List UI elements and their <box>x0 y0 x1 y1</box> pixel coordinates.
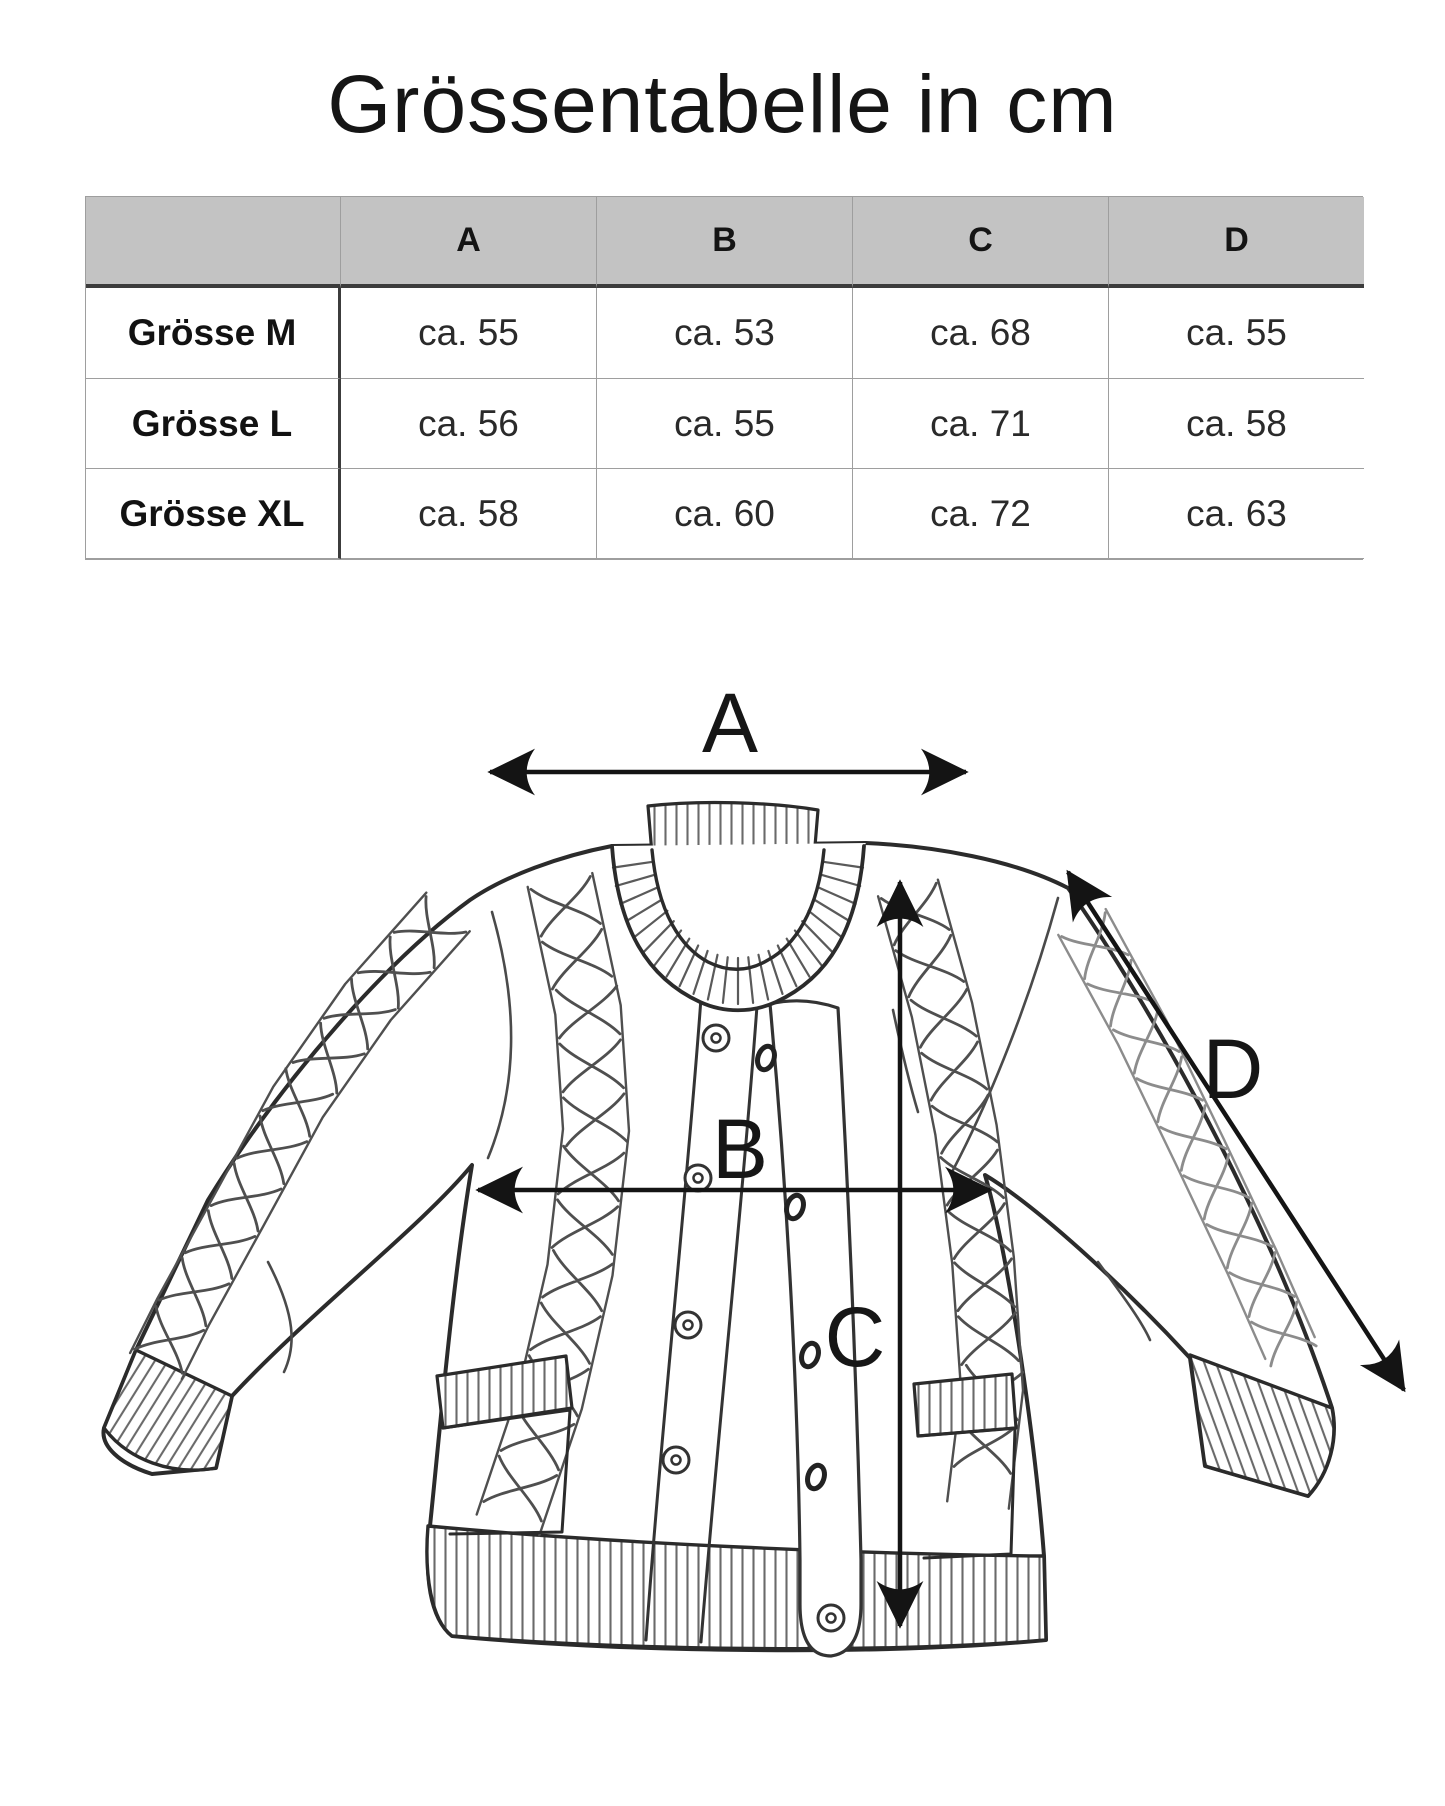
cardigan <box>103 803 1333 1656</box>
table-header-b: B <box>597 197 853 288</box>
cardigan-drawing <box>0 600 1445 1806</box>
measure-label-c: C <box>824 1290 886 1384</box>
button-icon <box>818 1605 844 1631</box>
row-label-xl: Grösse XL <box>86 469 341 559</box>
table-cell: ca. 71 <box>853 379 1109 469</box>
table-cell: ca. 72 <box>853 469 1109 559</box>
table-header-c: C <box>853 197 1109 288</box>
measure-label-a: A <box>701 676 759 770</box>
table-cell: ca. 55 <box>341 288 597 379</box>
table-cell: ca. 55 <box>597 379 853 469</box>
page-title: Grössentabelle in cm <box>327 59 1118 150</box>
table-cell: ca. 68 <box>853 288 1109 379</box>
button-icon <box>685 1165 711 1191</box>
button-icon <box>663 1447 689 1473</box>
measure-label-b: B <box>711 1102 769 1196</box>
table-cell: ca. 53 <box>597 288 853 379</box>
size-table <box>85 196 1363 560</box>
table-cell: ca. 63 <box>1109 469 1364 559</box>
measure-label-d: D <box>1202 1022 1264 1116</box>
row-label-m: Grösse M <box>86 288 341 379</box>
table-header-corner <box>86 197 341 288</box>
table-cell: ca. 56 <box>341 379 597 469</box>
table-cell: ca. 55 <box>1109 288 1364 379</box>
table-cell: ca. 58 <box>1109 379 1364 469</box>
button-icon <box>703 1025 729 1051</box>
button-icon <box>675 1312 701 1338</box>
table-cell: ca. 58 <box>341 469 597 559</box>
table-header-d: D <box>1109 197 1364 288</box>
right-pocket-ribbing <box>914 1374 1016 1436</box>
table-header-a: A <box>341 197 597 288</box>
table-cell: ca. 60 <box>597 469 853 559</box>
cardigan-diagram <box>0 600 1445 1806</box>
row-label-l: Grösse L <box>86 379 341 469</box>
